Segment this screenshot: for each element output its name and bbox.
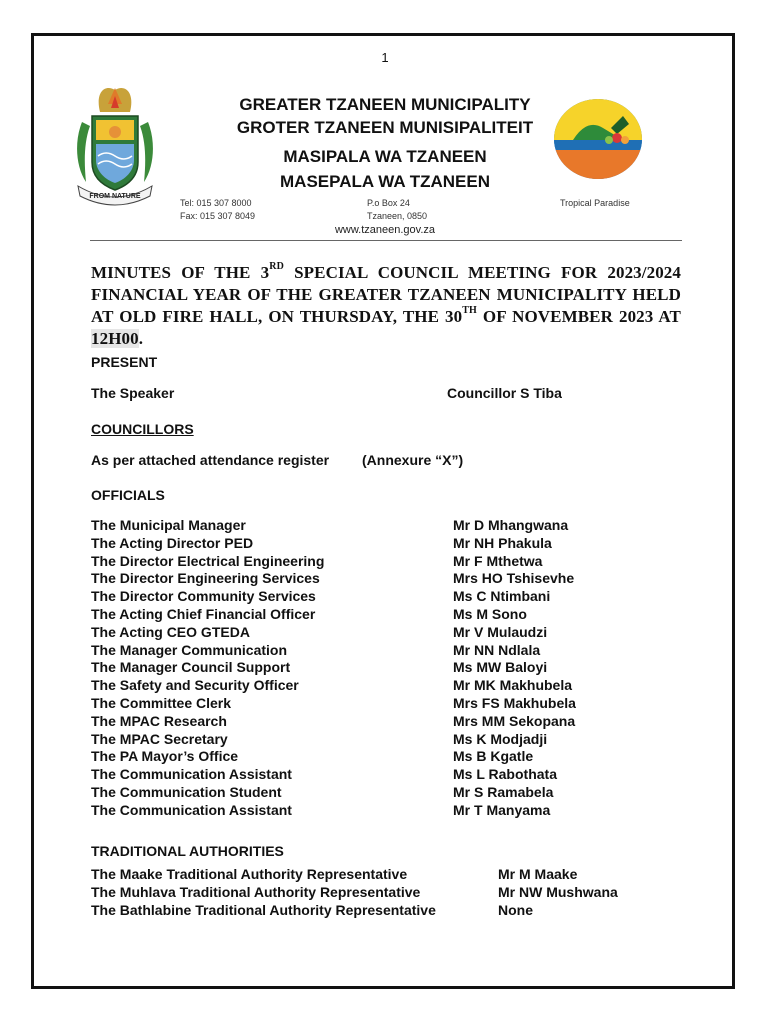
tagline: Tropical Paradise (560, 198, 630, 208)
traditional-role: The Bathlabine Traditional Authority Representative (91, 902, 436, 918)
official-row (91, 784, 691, 802)
town: Tzaneen, 0850 (367, 211, 428, 221)
official-role: The Director Engineering Services (91, 570, 320, 587)
municipal-crest-logo (70, 82, 160, 206)
official-name: Mr F Mthetwa (453, 552, 543, 569)
official-role: The Communication Student (91, 783, 282, 800)
official-row (91, 588, 691, 606)
municipality-name-english: GREATER TZANEEN MUNICIPALITY (239, 95, 531, 114)
official-row (91, 606, 691, 624)
official-role: The Manager Communication (91, 641, 288, 658)
attendance-register-text: As per attached attendance register (91, 452, 330, 468)
fax: Fax: 015 307 8049 (180, 211, 256, 221)
officials-heading: OFFICIALS (91, 487, 165, 503)
traditional-authorities-heading: TRADITIONAL AUTHORITIES (91, 843, 284, 859)
official-role: The Acting Chief Financial Officer (91, 605, 316, 622)
official-name: Mrs MM Sekopana (453, 712, 576, 729)
traditional-row (91, 865, 691, 883)
official-row (91, 766, 691, 784)
official-name: Mrs HO Tshisevhe (453, 570, 575, 587)
traditional-row (91, 901, 691, 919)
official-role: The Committee Clerk (91, 694, 232, 711)
traditional-name: None (498, 902, 533, 918)
official-row (91, 517, 691, 535)
municipality-name-tsonga: MASIPALA WA TZANEEN (283, 147, 487, 166)
official-name: Mrs FS Makhubela (453, 694, 576, 711)
official-row (91, 659, 691, 677)
municipality-name-afrikaans: GROTER TZANEEN MUNISIPALITEIT (236, 118, 534, 137)
official-name: Mr T Manyama (453, 801, 551, 818)
official-name: Mr S Ramabela (453, 783, 554, 800)
official-row (91, 642, 691, 660)
official-row (91, 748, 691, 766)
meeting-time: 12H00 (91, 329, 139, 348)
councillors-heading: COUNCILLORS (91, 421, 194, 437)
traditional-authorities-list (91, 865, 691, 919)
official-role: The Municipal Manager (91, 517, 246, 533)
official-name: Ms C Ntimbani (453, 588, 551, 605)
officials-list (91, 517, 691, 820)
crest-motto: FROM NATURE (89, 193, 141, 200)
traditional-row (91, 883, 691, 901)
official-name: Mr V Mulaudzi (453, 623, 548, 640)
po-box: P.o Box 24 (367, 198, 410, 208)
official-row (91, 695, 691, 713)
minutes-title: MINUTES OF THE 3RD SPECIAL COUNCIL MEETING FOR 2023/2024 FINANCIAL YEAR OF THE GREATER TZANEEN MUNICIPALITY HELD AT OLD FIRE HALL, ON THURSDAY, THE 30TH OF NOVEMBER 2023 AT 12H00. (91, 261, 681, 348)
official-row (91, 731, 691, 749)
official-role: The Acting CEO GTEDA (91, 623, 250, 640)
official-role: The MPAC Secretary (91, 730, 228, 747)
official-name: Ms K Modjadji (453, 730, 548, 747)
official-name: Mr NH Phakula (453, 534, 552, 551)
official-role: The Manager Council Support (91, 659, 291, 676)
official-role: The Communication Assistant (91, 766, 292, 783)
telephone: Tel: 015 307 8000 (180, 198, 252, 208)
official-name: Mr MK Makhubela (453, 677, 573, 694)
official-role: The PA Mayor’s Office (91, 748, 239, 765)
official-name: Ms M Sono (453, 605, 527, 622)
letterhead-divider (90, 240, 682, 241)
official-row (91, 570, 691, 588)
speaker-name: Councillor S Tiba (447, 385, 562, 401)
official-role: The Communication Assistant (91, 801, 292, 818)
official-role: The Director Community Services (91, 588, 316, 605)
official-row (91, 802, 691, 820)
official-role: The MPAC Research (91, 712, 227, 729)
traditional-role: The Muhlava Traditional Authority Representative (91, 884, 421, 900)
official-role: The Acting Director PED (91, 534, 254, 551)
traditional-role: The Maake Traditional Authority Representative (91, 866, 408, 882)
official-role: The Safety and Security Officer (91, 677, 299, 694)
postal-address-block (367, 197, 427, 223)
official-role: The Director Electrical Engineering (91, 552, 325, 569)
official-row (91, 553, 691, 571)
present-heading: PRESENT (91, 354, 158, 370)
official-row (91, 535, 691, 553)
traditional-name: Mr M Maake (498, 866, 578, 882)
official-name: Ms MW Baloyi (453, 659, 548, 676)
page-number: 1 (381, 50, 389, 65)
municipality-name-sepedi: MASEPALA WA TZANEEN (280, 172, 490, 191)
official-row (91, 624, 691, 642)
speaker-role: The Speaker (91, 385, 175, 401)
website-link[interactable]: www.tzaneen.gov.za (334, 224, 436, 236)
official-name: Mr NN Ndlala (453, 641, 541, 658)
annexure-reference: (Annexure “X”) (362, 452, 464, 468)
official-row (91, 713, 691, 731)
traditional-name: Mr NW Mushwana (498, 884, 618, 900)
contact-phone-block (180, 197, 255, 223)
official-name: Ms L Rabothata (453, 766, 557, 783)
official-row (91, 677, 691, 695)
official-name: Ms B Kgatle (453, 748, 534, 765)
official-name: Mr D Mhangwana (453, 517, 569, 533)
